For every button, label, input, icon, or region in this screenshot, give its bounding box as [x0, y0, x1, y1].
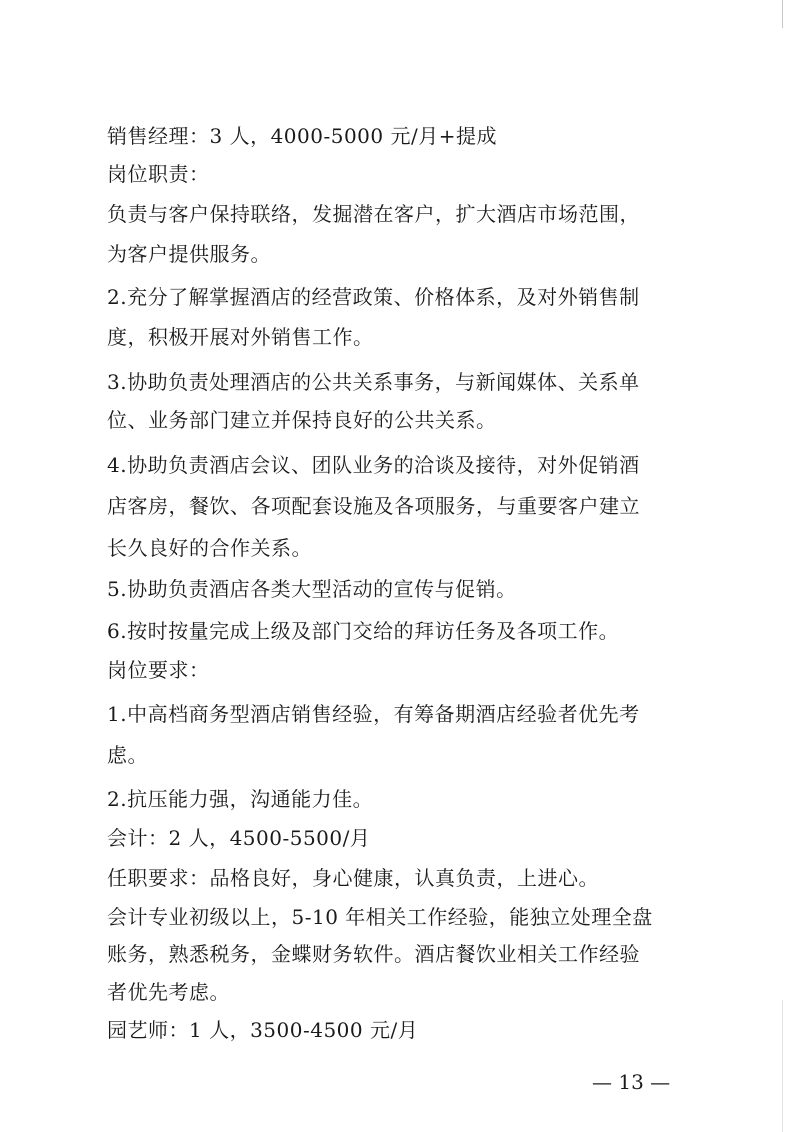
text-line: 者优先考虑。 — [107, 980, 230, 1004]
text-line: 负责与客户保持联络，发掘潜在客户，扩大酒店市场范围， — [107, 202, 640, 226]
text-line: 账务，熟悉税务，金蝶财务软件。酒店餐饮业相关工作经验 — [107, 942, 640, 966]
text-line: 会计专业初级以上，5-10 年相关工作经验，能独立处理全盘 — [107, 905, 653, 929]
text-line: 6.按时按量完成上级及部门交给的拜访任务及各项工作。 — [107, 619, 620, 643]
text-line-position-accountant: 会计：2 人，4500-5500/月 — [107, 826, 371, 850]
text-line-duties-heading: 岗位职责： — [107, 162, 210, 186]
scan-edge-mark-bottom — [782, 1000, 783, 1132]
text-line: 2.充分了解掌握酒店的经营政策、价格体系，及对外销售制 — [107, 285, 640, 309]
text-line: 虑。 — [107, 743, 148, 767]
text-line: 4.协助负责酒店会议、团队业务的洽谈及接待，对外促销酒 — [107, 453, 640, 477]
text-line: 店客房，餐饮、各项配套设施及各项服务，与重要客户建立 — [107, 494, 640, 518]
text-line: 长久良好的合作关系。 — [107, 536, 312, 560]
page-number: — 13 — — [592, 1070, 671, 1094]
text-line: 度，积极开展对外销售工作。 — [107, 325, 374, 349]
text-line-position-sales-manager: 销售经理：3 人，4000-5000 元/月+提成 — [107, 124, 497, 148]
text-line: 5.协助负责酒店各类大型活动的宣传与促销。 — [107, 577, 517, 601]
text-line: 为客户提供服务。 — [107, 242, 271, 266]
text-line: 3.协助负责处理酒店的公共关系事务，与新闻媒体、关系单 — [107, 370, 640, 394]
text-line: 任职要求：品格良好，身心健康，认真负责，上进心。 — [107, 866, 599, 890]
scan-edge-mark — [782, 0, 783, 28]
text-line: 1.中高档商务型酒店销售经验，有筹备期酒店经验者优先考 — [107, 702, 640, 726]
text-line: 2.抗压能力强，沟通能力佳。 — [107, 787, 374, 811]
text-line-requirements-heading: 岗位要求： — [107, 658, 210, 682]
text-line-position-gardener: 园艺师：1 人，3500-4500 元/月 — [107, 1018, 419, 1042]
text-line: 位、业务部门建立并保持良好的公共关系。 — [107, 408, 497, 432]
